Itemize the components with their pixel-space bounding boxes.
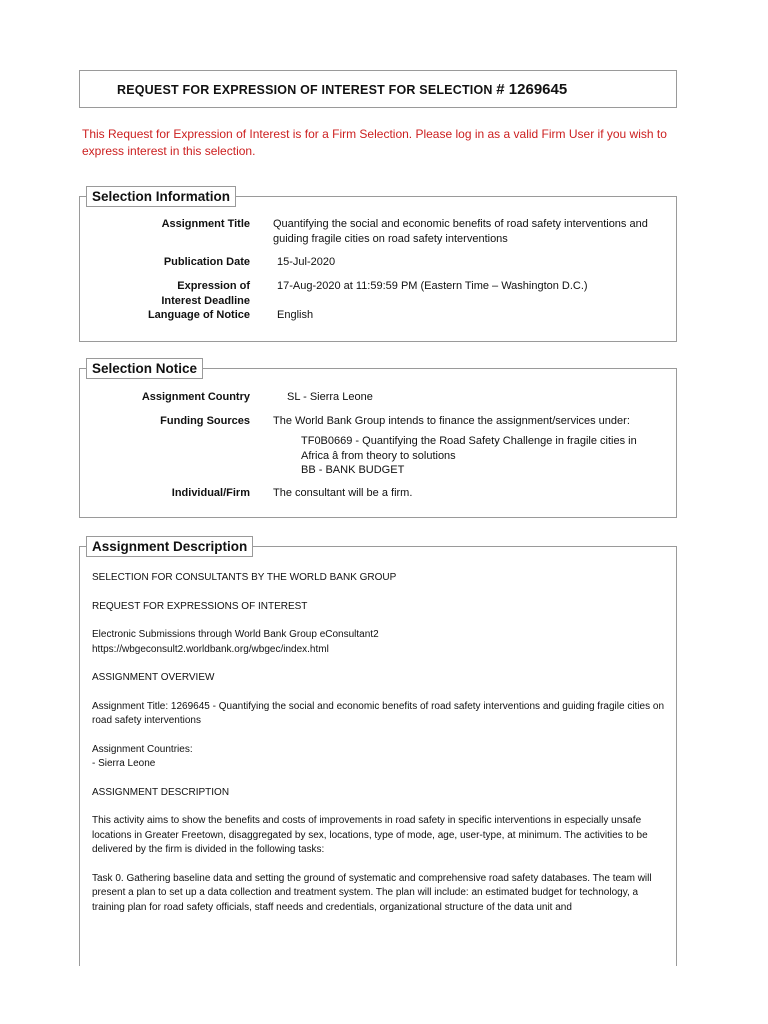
assignment-description-section [79,539,677,966]
description-paragraph [92,628,667,657]
description-paragraph: This activity aims to show the benefits and costs of improvements in road safety in specific interventions in especially unsafe locations in Greater Freetown, disaggregated by sex, locations, type of mode, age, user-type, at minimum. The activities to be delivered by the firm is divided in the following tasks: [92,815,648,855]
page-title-box [79,70,677,108]
page-title [117,81,567,98]
publication-date-value: 15-Jul-2020 [277,256,336,268]
assignment-description-body [92,571,667,929]
description-paragraph [92,743,667,772]
assignment-title-value: Quantifying the social and economic benefits of road safety interventions and guiding fragile cities on road safety interventions [273,218,648,245]
funding-source-item: TF0B0669 - Quantifying the Road Safety Challenge in fragile cities in Africa â from theory to solutions [301,435,637,462]
field-label: Funding Sources [160,415,250,427]
field-label: Expression of Interest Deadline [161,280,250,307]
firm-login-notice: This Request for Expression of Interest is for a Firm Selection. Please log in as a valid Firm User if you wish to express interest in this selection. [82,127,667,158]
funding-source-item: BB - BANK BUDGET [301,464,405,476]
description-paragraph: ASSIGNMENT DESCRIPTION [92,786,230,798]
selection-notice-section [79,361,677,518]
selection-number: # 1269645 [496,81,568,98]
page-title-text: REQUEST FOR EXPRESSION OF INTEREST FOR SELECTION [117,83,493,97]
language-value: English [277,309,314,321]
description-paragraph: Task 0. Gathering baseline data and setting the ground of systematic and comprehensive road safety databases. The team will present a plan to set up a data collection and treatment system. The plan will include: an estimated budget for technology, a training plan for road safety officials, staff needs and credentials, organizational structure of the data unit and [92,872,652,913]
description-line: Electronic Submissions through World Bank Group eConsultant2 [92,629,379,640]
eoi-deadline-value: 17-Aug-2020 at 11:59:59 PM (Eastern Time – Washington D.C.) [277,280,588,292]
funding-intro: The World Bank Group intends to finance the assignment/services under: [273,415,630,427]
section-heading: Selection Information [86,186,236,207]
individual-firm-value: The consultant will be a firm. [273,487,413,499]
selection-information-section [79,189,677,342]
description-paragraph: ASSIGNMENT OVERVIEW [92,672,215,683]
field-label: Individual/Firm [171,487,250,499]
assignment-country-value: SL - Sierra Leone [287,391,373,403]
section-heading: Selection Notice [86,358,203,379]
field-label: Assignment Country [141,391,250,403]
description-line: - Sierra Leone [92,758,156,769]
field-label: Language of Notice [147,309,250,321]
description-paragraph: SELECTION FOR CONSULTANTS BY THE WORLD BANK GROUP [92,572,397,583]
econsultant-url: https://wbgeconsult2.worldbank.org/wbgec/index.html [92,643,329,655]
description-line: Assignment Countries: [92,743,193,755]
section-heading: Assignment Description [86,536,253,557]
field-label: Assignment Title [161,218,250,230]
description-paragraph: Assignment Title: 1269645 - Quantifying the social and economic benefits of road safety interventions and guiding fragile cities on road safety interventions [92,700,665,726]
description-paragraph: REQUEST FOR EXPRESSIONS OF INTEREST [92,600,308,612]
field-label: Publication Date [163,256,250,268]
